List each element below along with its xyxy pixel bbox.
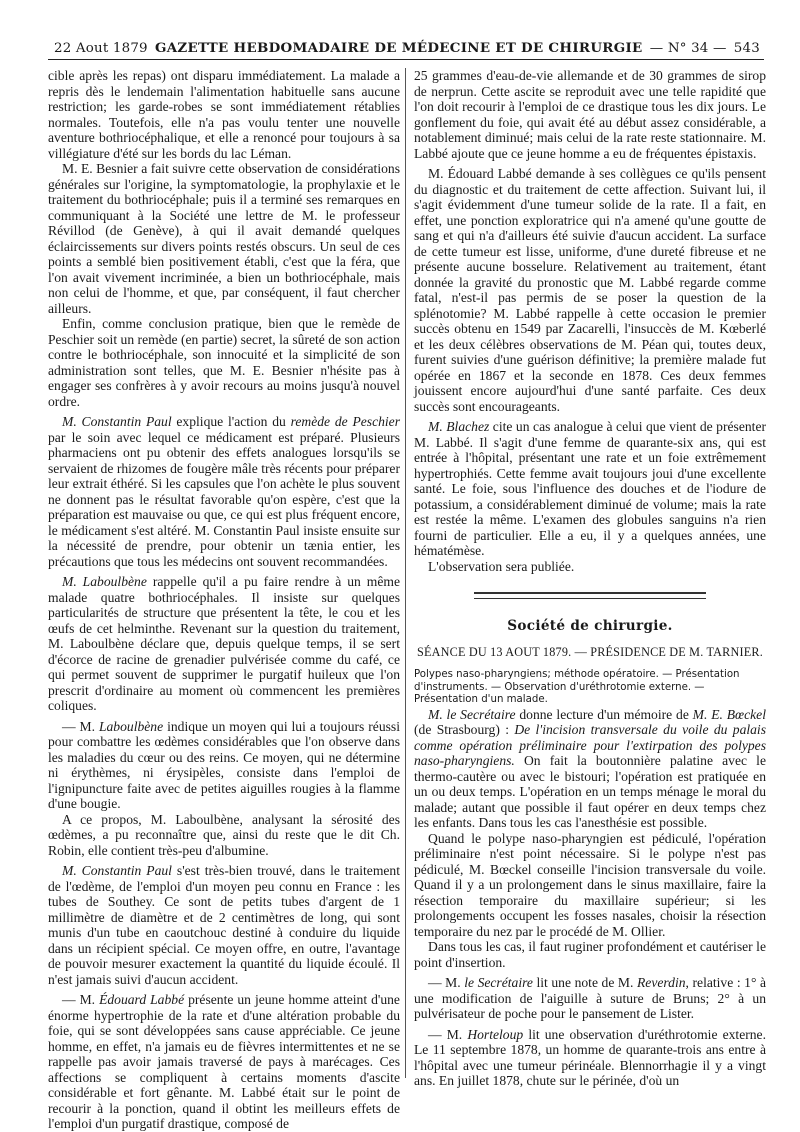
paragraph: M. E. Besnier a fait suivre cette observation de considérations générales sur l'origine, la symptomatologie, la prophylaxie et le traitement du bothriocéphale; puis il a terminé ses remarques en communiquant à la Société une lettre de M. le professeur Révillod (de Genève), à qui il avait demandé quelques éclaircissements sur divers points restés obscurs. Un seul de ces points a semblé bien positivement établi, c'est que la féra, que l'on avait vivement incriminée, a bien un bothriocéphale, mais non celui de l'homme, et que, par conséquent, il faut chercher ailleurs. xyxy=(48,161,400,316)
paragraph: — M. le Secrétaire lit une note de M. Reverdin, relative : 1° à une modification de l'aiguille à suture de Bruns; 2° à un pulvérisateur de poche pour le pansement de Lister. xyxy=(414,975,766,1022)
speaker-name: le Secrétaire xyxy=(464,975,533,991)
speaker-name: Édouard Labbé xyxy=(99,992,185,1007)
paragraph: — M. Horteloup lit une observation d'uréthrotomie externe. Le 11 septembre 1878, un homme de quarante-trois ans entre à l'hôpital avec une tumeur périnéale. Blennorrhagie il y a vingt ans. En juillet 1878, chute sur le périnée, d'où un xyxy=(414,1026,766,1089)
paragraph: M. Édouard Labbé demande à ses collègues ce qu'ils pensent du diagnostic et du traitement de cette affection. Suivant lui, il s'agit évidemment d'une tumeur solide de la rate. Il a fait, en effet, une ponction exploratrice qui n'a amené qu'une goutte de sang et qui n'a d'ailleurs été suivie d'aucun accident. La surface de cette tumeur est lisse, uniforme, d'une dureté fibreuse et ne présente aucune bosselure. Relativement au traitement, étant donnée la gravité du pronostic que M. Labbé regarde comme fatal, n'est-il pas permis de se poser la question de la splénotomie? M. Labbé rappelle à cette occasion le premier succès obtenu en 1549 par Zacarelli, l'insuccès de M. Kœberlé et les deux célèbres observations de M. Péan qui, toutes deux, furent suivies d'une guérison définitive; la première malade fut opérée en 1867 et la seconde en 1878. Ces deux femmes jouissent encore aujourd'hui d'une santé parfaite. Ces deux succès sont encourageants. xyxy=(414,166,766,414)
paragraph: — M. Laboulbène indique un moyen qui lui a toujours réussi pour combattre les œdèmes considérables que l'on observe dans les maladies du cœur ou des reins. Ce moyen, qui ne détermine ni érythèmes, ni érysipèles, consiste dans l'emploi de l'ignipuncture faite avec de petites aiguilles rougies à la flamme d'une bougie. xyxy=(48,718,400,811)
section-divider xyxy=(474,592,706,599)
journal-title: GAZETTE HEBDOMADAIRE DE MÉDECINE ET DE CHIRURGIE xyxy=(155,40,643,56)
session-line: SÉANCE DU 13 AOUT 1879. — PRÉSIDENCE DE M. TARNIER. xyxy=(417,644,763,659)
paragraph: — M. Édouard Labbé présente un jeune homme atteint d'une énorme hypertrophie de la rate et d'une altération probable du foie, qui se sont développées sans cause appréciable. Ce jeune homme, en effet, n'a jamais eu de fièvres intermittentes et ne se rappelle pas avoir jamais traversé de pays à marécages. Ces affections se compliquent à certains moments d'ascite considérable et fort gênante. M. Labbé était sur le point de recourir à la ponction, quand il obtint les meilleurs effets de l'emploi d'un purgatif drastique, composé de xyxy=(48,992,400,1131)
session-summary: Polypes naso-pharyngiens; méthode opératoire. — Présentation d'instruments. — Observation d'uréthrotomie externe. — Présentation d'un malade. xyxy=(414,669,740,706)
left-column xyxy=(48,68,400,1131)
remedy-name: remède de Peschier xyxy=(290,414,400,429)
paragraph: A ce propos, M. Laboulbène, analysant la sérosité des œdèmes, a pu reconnaître que, ainsi du reste que le dit Ch. Robin, elle contient très-peu d'albumine. xyxy=(48,811,400,858)
right-column xyxy=(414,68,767,1089)
page-number: 543 xyxy=(733,41,760,56)
speaker-name: M. Constantin Paul xyxy=(62,863,172,878)
issue-number: — N° 34 — xyxy=(649,41,727,56)
section-title: Société de chirurgie. xyxy=(507,618,673,634)
paragraph: L'observation sera publiée. xyxy=(428,558,575,574)
paragraph: 25 grammes d'eau-de-vie allemande et de 30 grammes de sirop de nerprun. Cette ascite se reproduit avec une telle rapidité que l'on doit recourir à l'emploi de ce drastique tous les dix jours. Le gonflement du foie, qui avait été au début assez considérable, a notablement diminué; mais celui de la rate reste stationnaire. M. Labbé ajoute que ce jeune homme a eu de fréquentes épistaxis. xyxy=(414,68,766,161)
running-header xyxy=(48,40,764,60)
paragraph: M. le Secrétaire donne lecture d'un mémoire de M. E. Bœckel (de Strasbourg) : De l'incision transversale du voile du palais comme opération préliminaire pour l'extirpation des polypes naso-pharyngiens. On fait la boutonnière palatine avec le thermo-cautère ou avec le bistouri; l'opération est pratiquée en un ou deux temps. L'opération en un temps ménage le moral du malade; autant que possible il faut opérer en deux temps chez les enfants. Dans tous les cas l'anesthésie est possible. xyxy=(414,706,767,831)
paragraph: M. Constantin Paul explique l'action du remède de Peschier par le soin avec lequel ce médicament est préparé. Plusieurs pharmaciens ont pu obtenir des effets analogues lorsqu'ils se servaient de rhizomes de fougère mâle très récents pour préparer leur extrait éthéré. Si les capsules que l'on achète le plus souvent ne donnent pas le résultat favorable qu'on espère, c'est que la préparation est mauvaise ou que, ce qui est plus fréquent encore, le médicament s'est altéré. M. Constantin Paul insiste ensuite sur la nécessité de prendre, pour obtenir un tænia entier, les précautions que tous les médecins ont souvent recommandées. xyxy=(48,414,400,569)
paragraph: Dans tous les cas, il faut ruginer profondément et cautériser le point d'insertion. xyxy=(414,939,766,970)
speaker-name: M. Laboulbène xyxy=(62,574,147,589)
column-rule xyxy=(405,68,406,1078)
text-columns xyxy=(48,68,767,1131)
paragraph: M. Laboulbène rappelle qu'il a pu faire rendre à un même malade quatre bothriocéphales. Il insiste sur quelques particularités de structure que présentent la tête, le cou et les œufs de cet helminthe. Revenant sur la question du traitement, M. Laboulbène déclare que, depuis quelque temps, il se sert d'écorce de racine de grenadier pulvérisée comme du café, ce qui permet souvent de supprimer le purgatif huileux que l'on prescrit d'ordinaire au moment où commencent les premières coliques. xyxy=(48,574,400,713)
paragraph: Enfin, comme conclusion pratique, bien que le remède de Peschier soit un remède (en partie) secret, la sûreté de son action contre le bothriocéphale, son innocuité et la simplicité de son administration sont telles, que M. E. Besnier n'hésite pas à engager ses confrères à y avoir recours au moins jusqu'à nouvel ordre. xyxy=(48,316,400,409)
author-name: Reverdin xyxy=(636,975,686,991)
speaker-name: Horteloup xyxy=(467,1026,524,1042)
memoir-title: De l'incision transversale du voile du palais comme opération préliminaire pour l'extirpation des polypes naso-pharyngiens. xyxy=(414,722,767,769)
speaker-name: M. Constantin Paul xyxy=(62,414,172,429)
paragraph: Quand le polype naso-pharyngien est pédiculé, l'opération préliminaire n'est point nécessaire. Si le polype n'est pas pédiculé, M. Bœckel conseille l'incision transversale du voile. Quand il y a un prolongement dans le sinus maxillaire, faire la résection temporaire du maxillaire supérieur; si les prolongements occupent les fosses nasales, choisir la résection temporaire du nez par le procédé de M. Ollier. xyxy=(414,830,766,939)
speaker-name: M. Blachez xyxy=(428,419,490,434)
author-name: M. E. Bœckel xyxy=(692,706,766,722)
speaker-name: M. le Secrétaire xyxy=(428,706,516,722)
header-date: 22 Aout 1879 xyxy=(54,41,148,56)
paragraph: cible après les repas) ont disparu immédiatement. La malade a repris dès le lendemain l'alimentation habituelle sans aucune restriction; les garde-robes se sont immédiatement rétablies normales. Toutefois, elle n'a pas voulu tenter une nouvelle aventure bothriocéphalique, et elle a renoncé pour toujours à sa villégiature d'été sur les bords du lac Léman. xyxy=(48,68,400,161)
speaker-name: Laboulbène xyxy=(98,718,164,734)
paragraph: M. Constantin Paul s'est très-bien trouvé, dans le traitement de l'œdème, de l'emploi d'un moyen peu connu en France : les tubes de Southey. Ce sont de petits tubes d'argent de 1 millimètre de diamètre et de 2 centimètres de long, qui sont munis d'un tube en caoutchouc destiné à conduire du liquide dans un récipient spécial. Ce moyen offre, en outre, l'avantage de pouvoir mesurer exactement la quantité du liquide écoulé. Il n'est jamais suivi d'aucun accident. xyxy=(48,863,400,987)
paragraph: M. Blachez cite un cas analogue à celui que vient de présenter M. Labbé. Il s'agit d'une femme de quarante-six ans, qui est entrée à l'hôpital, présentant une rate et un foie extrêmement hypertrophiés. Cette femme avait toujours joui d'une excellente santé. Le foie, sous l'influence des douches et de l'iodure de potassium, a considérablement diminué de volume; mais la rate est restée la même. L'examen des globules sanguins n'a rien fourni de particulier. Elle a eu, il y a quelques années, une hématémèse. xyxy=(414,419,767,558)
